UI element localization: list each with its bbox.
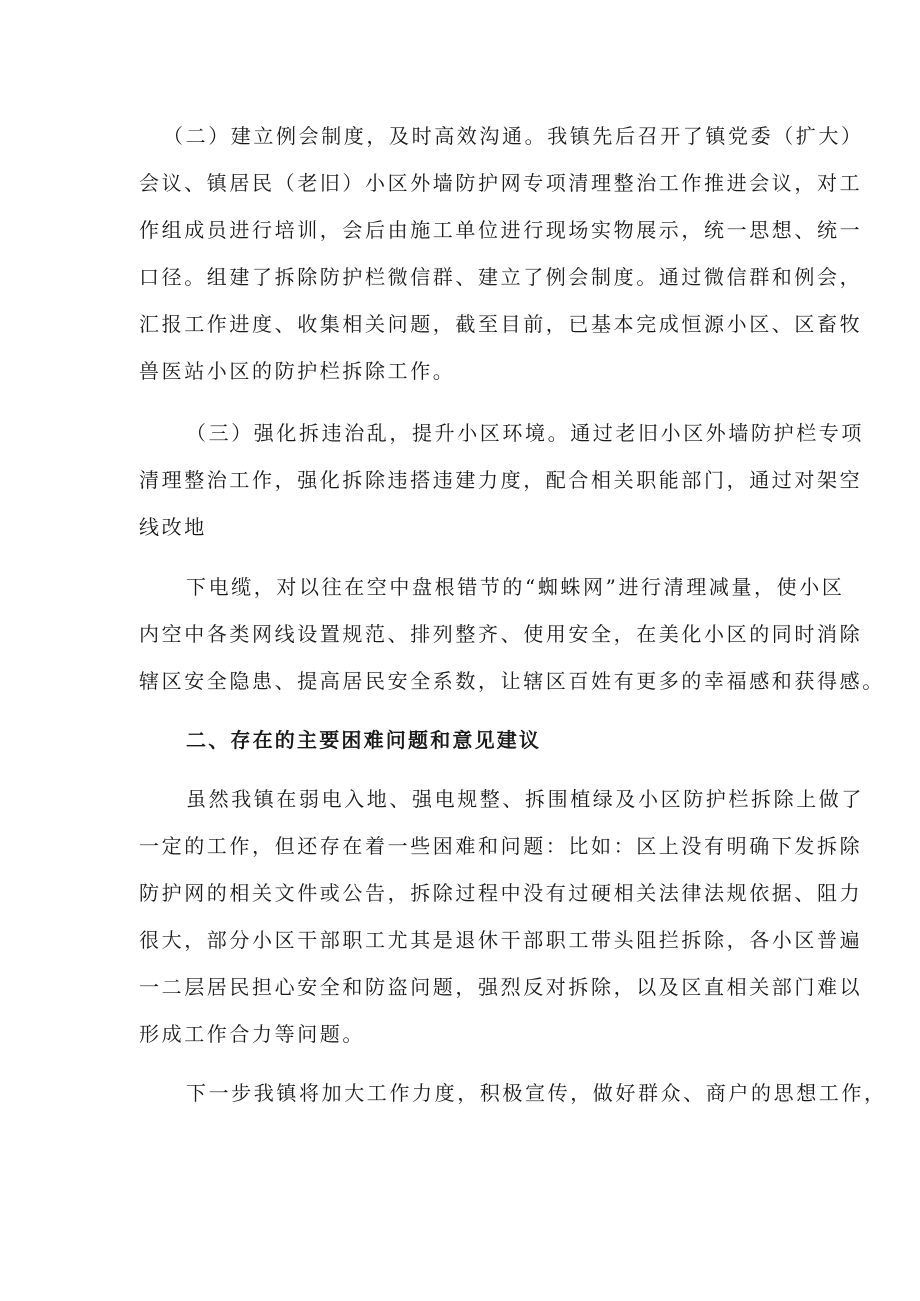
section-heading: 二、存在的主要困难问题和意见建议: [186, 728, 542, 752]
text-line: 下电缆，对以往在空中盘根错节的“蜘蛛网”进行清理减量，使小区: [186, 575, 845, 599]
text-line: 线改地: [139, 515, 207, 539]
text-line: 一二层居民担心安全和防盗问题，强烈反对拆除，以及区直相关部门难以: [139, 975, 863, 999]
text-line: 防护网的相关文件或公告，拆除过程中没有过硬相关法律法规依据、阻力: [139, 881, 863, 905]
text-line: 清理整治工作，强化拆除违搭违建力度，配合相关职能部门，通过对架空: [139, 468, 863, 492]
text-line: 辖区安全隐患、提高居民安全系数，让辖区百姓有更多的幸福感和获得感。: [139, 669, 885, 693]
text-line: 很大，部分小区干部职工尤其是退休干部职工带头阻拦拆除，各小区普遍: [139, 928, 863, 952]
text-line: 口径。组建了拆除防护栏微信群、建立了例会制度。通过微信群和例会，: [139, 265, 863, 289]
text-line: 虽然我镇在弱电入地、强电规整、拆围植绿及小区防护栏拆除上做了: [186, 787, 864, 811]
text-line: 兽医站小区的防护栏拆除工作。: [139, 359, 456, 383]
text-line: 内空中各类网线设置规范、排列整齐、使用安全，在美化小区的同时消除: [139, 622, 863, 646]
text-line: （二）建立例会制度，及时高效沟通。我镇先后召开了镇党委（扩大）: [163, 124, 864, 148]
text-line: 作组成员进行培训，会后由施工单位进行现场实物展示，统一思想、统一: [139, 218, 863, 242]
text-line: 下一步我镇将加大工作力度，积极宣传，做好群众、商户的思想工作，: [186, 1081, 887, 1105]
text-line: 形成工作合力等问题。: [139, 1022, 365, 1046]
text-line: 汇报工作进度、收集相关问题，截至目前，已基本完成恒源小区、区畜牧: [139, 312, 863, 336]
text-line: 会议、镇居民（老旧）小区外墙防护网专项清理整治工作推进会议，对工: [139, 171, 863, 195]
text-line: 一定的工作，但还存在着一些困难和问题：比如：区上没有明确下发拆除: [139, 834, 863, 858]
text-line: （三）强化拆违治乱，提升小区环境。通过老旧小区外墙防护栏专项: [186, 421, 864, 445]
